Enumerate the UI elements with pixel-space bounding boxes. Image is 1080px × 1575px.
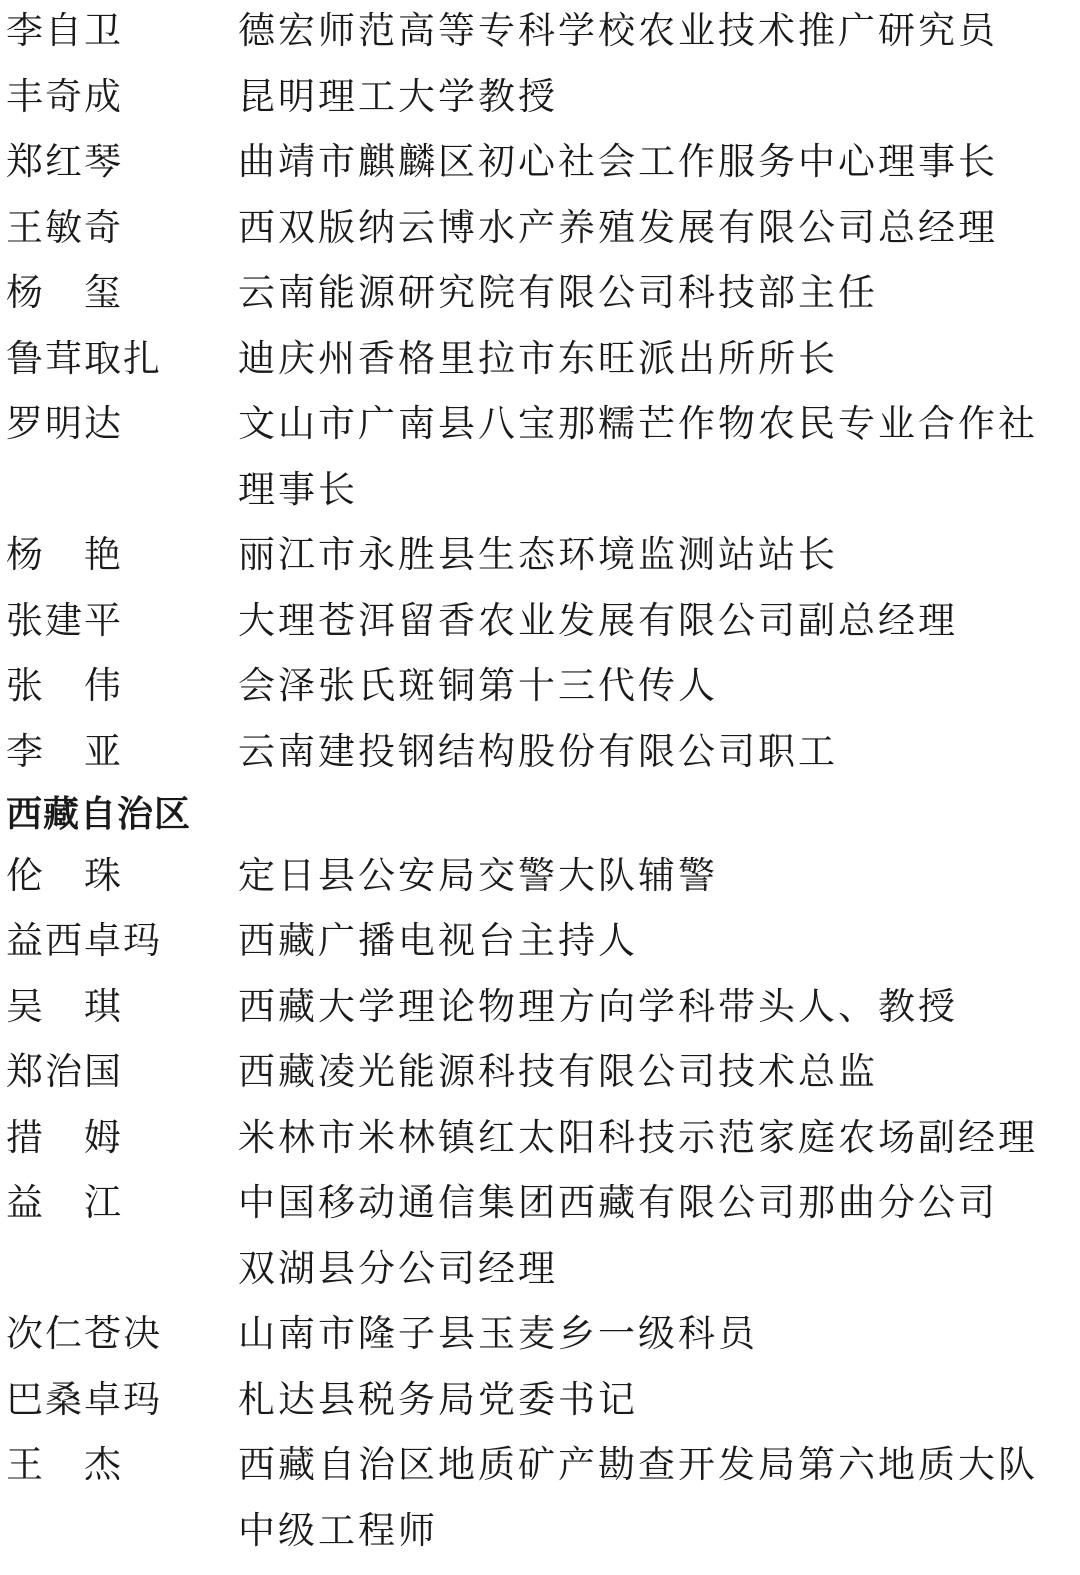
person-name: 巴桑卓玛 xyxy=(6,1377,162,1421)
person-title-line: 山南市隆子县玉麦乡一级科员 xyxy=(238,1312,758,1356)
person-title-line: 西双版纳云博水产养殖发展有限公司总经理 xyxy=(238,205,998,249)
person-title-line: 云南能源研究院有限公司科技部主任 xyxy=(238,271,878,314)
person-name: 次仁苍决 xyxy=(6,1312,162,1356)
person-title-line: 双湖县分公司经理 xyxy=(238,1246,558,1290)
person-name: 措 姆 xyxy=(6,1115,123,1159)
person-title-line: 理事长 xyxy=(238,467,358,511)
person-title-line: 大理苍洱留香农业发展有限公司副总经理 xyxy=(238,598,958,642)
person-name: 伦 珠 xyxy=(6,853,123,897)
person-title-line: 西藏自治区地质矿产勘查开发局第六地质大队 xyxy=(238,1443,1038,1487)
person-name: 丰奇成 xyxy=(6,74,123,118)
person-title-line: 中级工程师 xyxy=(238,1508,438,1552)
person-name: 王 杰 xyxy=(6,1443,123,1487)
person-name: 益 江 xyxy=(6,1181,123,1225)
person-title-line: 札达县税务局党委书记 xyxy=(238,1377,638,1421)
person-name: 张 伟 xyxy=(6,664,123,707)
person-title-line: 曲靖市麒麟区初心社会工作服务中心理事长 xyxy=(238,140,998,183)
person-name: 李 亚 xyxy=(6,729,123,773)
person-name: 王敏奇 xyxy=(6,205,123,249)
region-heading: 西藏自治区 xyxy=(6,794,192,835)
person-name: 鲁茸取扎 xyxy=(6,336,162,380)
person-name: 郑治国 xyxy=(6,1050,123,1094)
person-title-line: 西藏大学理论物理方向学科带头人、教授 xyxy=(238,984,958,1028)
person-name: 杨 艳 xyxy=(6,533,123,576)
person-title-line: 丽江市永胜县生态环境监测站站长 xyxy=(238,533,838,576)
person-title-line: 米林市米林镇红太阳科技示范家庭农场副经理 xyxy=(238,1115,1038,1159)
person-title-line: 中国移动通信集团西藏有限公司那曲分公司 xyxy=(238,1181,998,1225)
person-title-line: 文山市广南县八宝那糯芒作物农民专业合作社 xyxy=(238,402,1038,445)
person-title-line: 德宏师范高等专科学校农业技术推广研究员 xyxy=(238,9,998,52)
person-title-line: 西藏广播电视台主持人 xyxy=(238,919,638,963)
person-name: 吴 琪 xyxy=(6,984,123,1028)
person-title-line: 会泽张氏斑铜第十三代传人 xyxy=(238,664,718,707)
person-name: 罗明达 xyxy=(6,402,123,445)
person-name: 李自卫 xyxy=(6,9,123,52)
person-title-line: 迪庆州香格里拉市东旺派出所所长 xyxy=(238,336,838,380)
person-title-line: 西藏凌光能源科技有限公司技术总监 xyxy=(238,1050,878,1094)
person-name: 郑红琴 xyxy=(6,140,123,183)
person-name: 张建平 xyxy=(6,598,123,642)
person-name: 益西卓玛 xyxy=(6,919,162,963)
person-name: 杨 玺 xyxy=(6,271,123,314)
person-title-line: 定日县公安局交警大队辅警 xyxy=(238,853,718,897)
person-title-line: 昆明理工大学教授 xyxy=(238,74,558,118)
person-title-line: 云南建投钢结构股份有限公司职工 xyxy=(238,729,838,773)
